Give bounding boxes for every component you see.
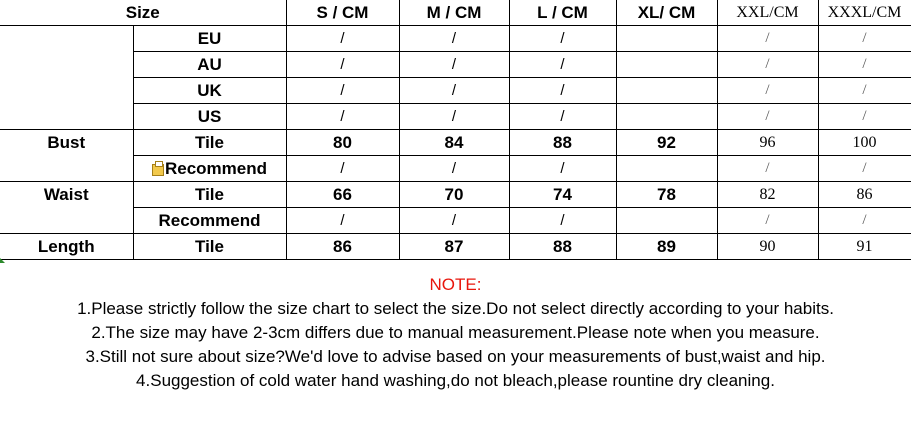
row-label: AU <box>133 52 286 78</box>
cell: 86 <box>286 234 399 260</box>
group-label <box>0 208 133 234</box>
cell: / <box>717 104 818 130</box>
cell: 74 <box>509 182 616 208</box>
header-xxl: XXL/CM <box>717 0 818 26</box>
cell: / <box>818 52 911 78</box>
cell: / <box>818 208 911 234</box>
cell: / <box>286 78 399 104</box>
cell: 78 <box>616 182 717 208</box>
cell: 88 <box>509 234 616 260</box>
header-m: M / CM <box>399 0 509 26</box>
row-label: EU <box>133 26 286 52</box>
cell <box>616 156 717 182</box>
row-label: Tile <box>133 234 286 260</box>
group-label: Waist <box>0 182 133 208</box>
cell <box>616 104 717 130</box>
row-label <box>133 156 286 182</box>
cell <box>616 52 717 78</box>
cell: / <box>509 26 616 52</box>
cell: / <box>399 52 509 78</box>
cell: / <box>286 26 399 52</box>
header-s: S / CM <box>286 0 399 26</box>
cell: / <box>509 208 616 234</box>
note-line: 1.Please strictly follow the size chart to select the size.Do not select directly according to your habits. <box>77 299 834 318</box>
cell: / <box>509 52 616 78</box>
notes-section <box>0 275 911 393</box>
corner-marker <box>0 258 5 263</box>
cell: 100 <box>818 130 911 156</box>
cell: 84 <box>399 130 509 156</box>
row-label: UK <box>133 78 286 104</box>
group-label: Length <box>0 234 133 260</box>
cell: / <box>717 52 818 78</box>
table-row <box>0 52 911 78</box>
note-title: NOTE: <box>429 275 482 294</box>
cell: 89 <box>616 234 717 260</box>
cell: / <box>818 104 911 130</box>
cell: / <box>286 156 399 182</box>
cell: / <box>399 156 509 182</box>
cell: / <box>286 52 399 78</box>
cell: 92 <box>616 130 717 156</box>
cell: 91 <box>818 234 911 260</box>
paste-icon <box>152 161 164 175</box>
table-row <box>0 208 911 234</box>
cell: / <box>286 104 399 130</box>
cell: 80 <box>286 130 399 156</box>
cell <box>616 208 717 234</box>
row-label-text: Recommend <box>164 158 268 178</box>
cell: / <box>509 78 616 104</box>
cell: / <box>509 156 616 182</box>
cell: 88 <box>509 130 616 156</box>
row-label: Tile <box>133 130 286 156</box>
cell: / <box>717 78 818 104</box>
header-size: Size <box>0 0 286 26</box>
cell: / <box>818 78 911 104</box>
cell: / <box>286 208 399 234</box>
note-line: 3.Still not sure about size?We'd love to advise based on your measurements of bust,waist and hip. <box>85 347 826 366</box>
header-l: L / CM <box>509 0 616 26</box>
cell: / <box>399 208 509 234</box>
cell: / <box>399 26 509 52</box>
table-row <box>0 182 911 208</box>
note-line: 2.The size may have 2-3cm differs due to manual measurement.Please note when you measure. <box>91 323 820 342</box>
row-label: Tile <box>133 182 286 208</box>
cell: 90 <box>717 234 818 260</box>
row-label: Recommend <box>133 208 286 234</box>
cell: / <box>399 78 509 104</box>
cell: / <box>717 156 818 182</box>
table-row <box>0 104 911 130</box>
group-label: Bust <box>0 130 133 156</box>
cell: 86 <box>818 182 911 208</box>
cell: / <box>717 208 818 234</box>
table-row <box>0 234 911 260</box>
cell <box>616 26 717 52</box>
cell: / <box>818 156 911 182</box>
cell: 70 <box>399 182 509 208</box>
group-label <box>0 156 133 182</box>
header-row <box>0 0 911 26</box>
table-row <box>0 26 911 52</box>
header-xl: XL/ CM <box>616 0 717 26</box>
table-row <box>0 156 911 182</box>
header-xxxl: XXXL/CM <box>818 0 911 26</box>
cell: / <box>717 26 818 52</box>
cell: / <box>818 26 911 52</box>
cell: 96 <box>717 130 818 156</box>
cell: / <box>399 104 509 130</box>
cell: 82 <box>717 182 818 208</box>
note-line: 4.Suggestion of cold water hand washing,do not bleach,please rountine dry cleaning. <box>136 371 775 390</box>
cell <box>616 78 717 104</box>
table-row <box>0 78 911 104</box>
cell: 66 <box>286 182 399 208</box>
table-row <box>0 130 911 156</box>
row-label: US <box>133 104 286 130</box>
cell: 87 <box>399 234 509 260</box>
cell: / <box>509 104 616 130</box>
